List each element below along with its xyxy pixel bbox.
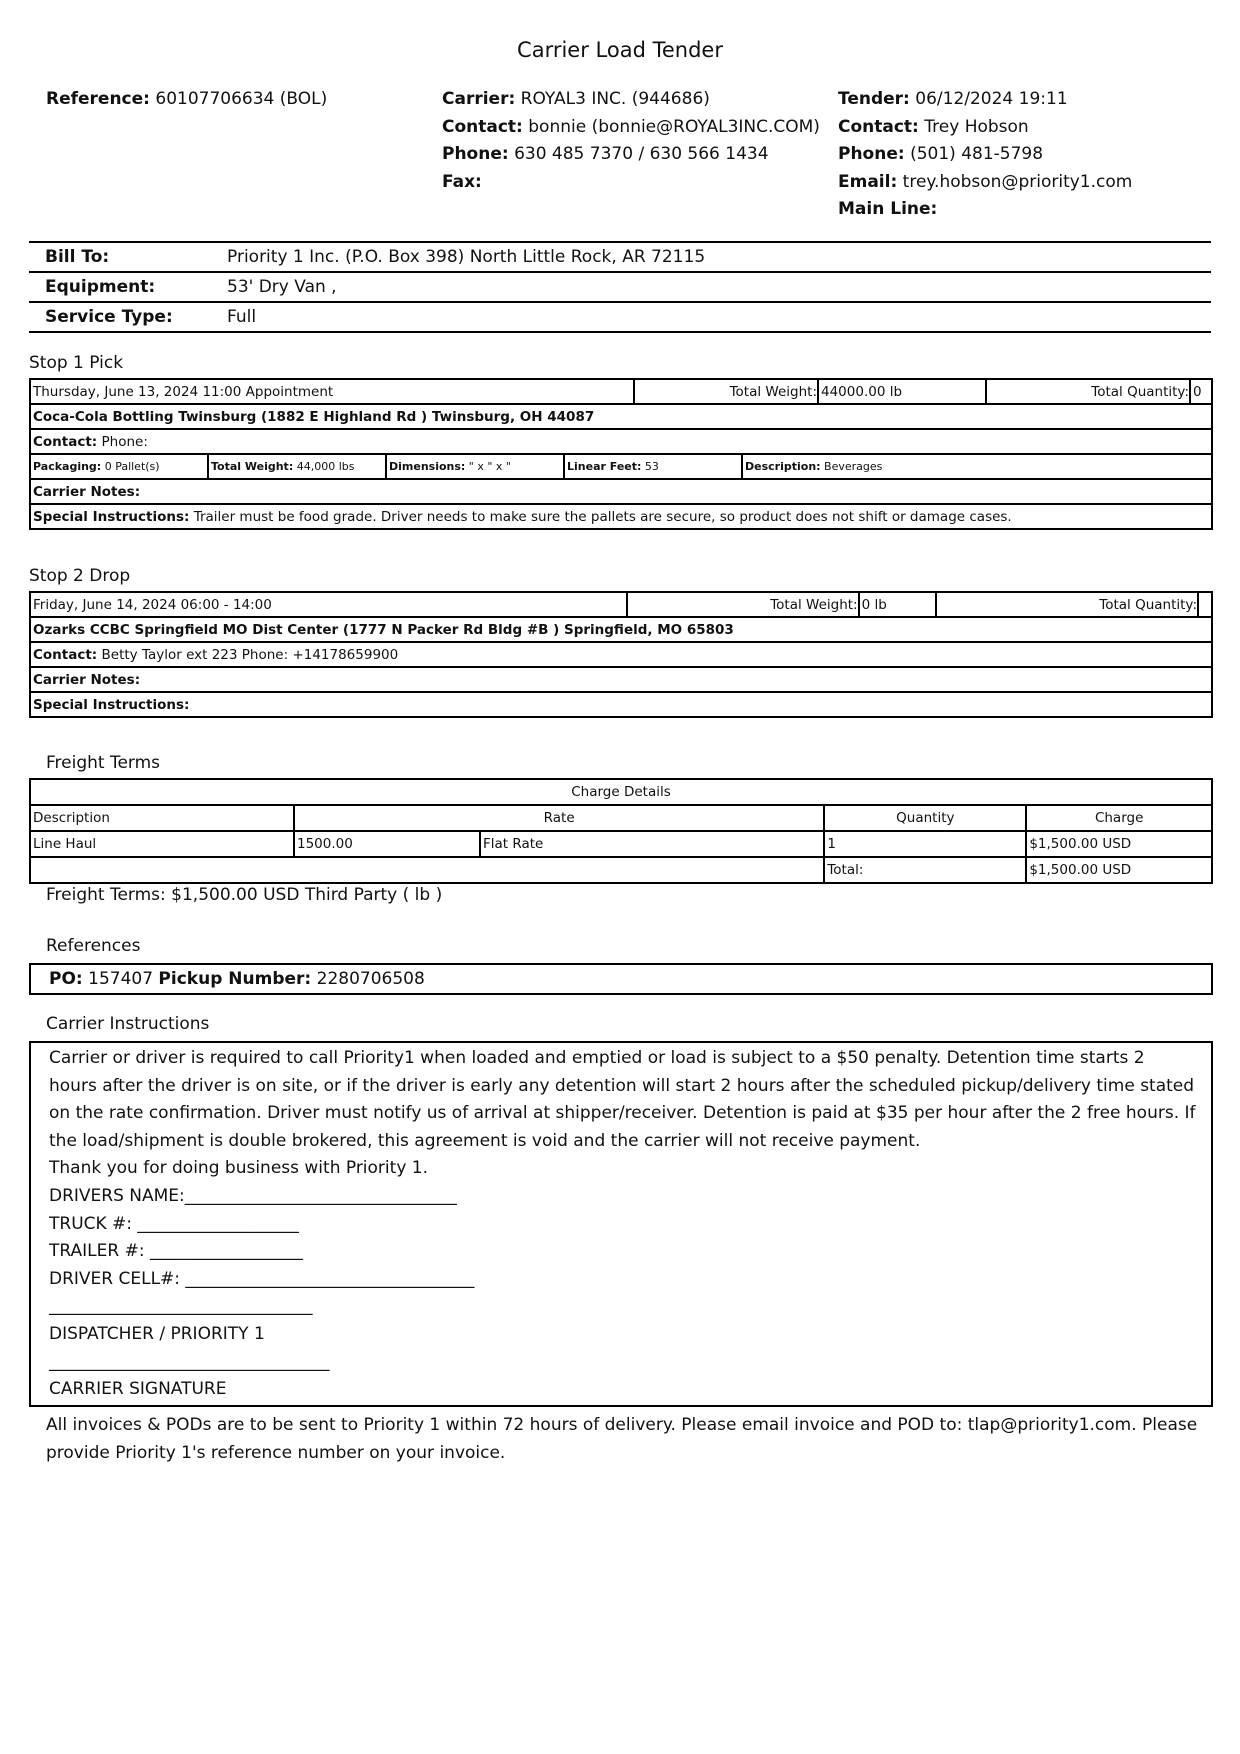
col-quantity: Quantity <box>824 805 1026 831</box>
pickup-number-value: 2280706508 <box>311 969 425 989</box>
stop2-carrier-notes-row <box>30 667 1212 692</box>
service-type-label: Service Type: <box>29 302 227 332</box>
charge-details-title: Charge Details <box>30 779 1212 805</box>
charge-amount: $1,500.00 USD <box>1026 831 1212 857</box>
col-description: Description <box>30 805 294 831</box>
email-label: Email: <box>838 171 898 192</box>
tender-label: Tender: <box>838 89 910 109</box>
carrier-signature-line: _________________________________ <box>49 1351 330 1372</box>
stop1-location: Coca-Cola Bottling Twinsburg (1882 E Highland Rd ) Twinsburg, OH 44087 <box>33 408 595 425</box>
packaging-label: Packaging: <box>33 460 102 473</box>
charge-description: Line Haul <box>30 831 294 857</box>
freight-heading: Freight Terms <box>46 753 161 773</box>
carrier-contact-value: bonnie (bonnie@ROYAL3INC.COM) <box>522 116 820 137</box>
stop1-total-quantity-label: Total Quantity: <box>986 379 1190 404</box>
stop2-total-quantity-value <box>1198 592 1212 617</box>
phone-value: (501) 481-5798 <box>904 144 1044 164</box>
stop2-special-instructions-row <box>30 692 1212 717</box>
charge-total-label: Total: <box>824 857 1026 883</box>
charge-header-row <box>30 805 1212 831</box>
stop1-total-weight-value: 44000.00 lb <box>818 379 986 404</box>
carrier-contact-label: Contact: <box>442 116 523 137</box>
tender-block <box>838 86 1218 224</box>
stop1-heading: Stop 1 Pick <box>29 353 124 373</box>
freight-terms-summary: Freight Terms: $1,500.00 USD Third Party ( lb ) <box>46 885 443 905</box>
stop2-datetime: Friday, June 14, 2024 06:00 - 14:00 <box>30 592 627 617</box>
stop1-table <box>29 378 1213 530</box>
service-type-value: Full <box>227 302 1211 332</box>
references-heading: References <box>46 936 141 956</box>
stop1-datetime: Thursday, June 13, 2024 11:00 Appointment <box>30 379 634 404</box>
bill-to-label: Bill To: <box>29 242 227 272</box>
page-title: Carrier Load Tender <box>517 38 723 62</box>
truck-number-field: TRUCK #: ___________________ <box>49 1213 299 1234</box>
charge-row <box>30 831 1212 857</box>
dispatcher-signature-line: _______________________________ <box>49 1296 313 1317</box>
stop1-carrier-notes-row <box>30 479 1212 504</box>
equipment-row <box>29 272 1211 302</box>
charge-details-table <box>29 778 1213 884</box>
dimensions-label: Dimensions: <box>389 460 466 473</box>
stop2-contact-row <box>30 642 1212 667</box>
equipment-label: Equipment: <box>29 272 227 302</box>
invoice-footer-note: All invoices & PODs are to be sent to Priority 1 within 72 hours of delivery. Please email invoice and POD to: tlap@priority1.com. Please provide Priority 1's reference number on your invoice. <box>46 1415 1198 1463</box>
stop2-heading: Stop 2 Drop <box>29 566 131 586</box>
reference-block <box>46 86 426 114</box>
stop2-contact-label: Contact: <box>33 646 98 663</box>
charge-total-value: $1,500.00 USD <box>1026 857 1212 883</box>
carrier-phone-value: 630 485 7370 / 630 566 1434 <box>508 144 769 164</box>
stop1-contact-row <box>30 429 1212 454</box>
linear-feet-label: Linear Feet: <box>567 460 642 473</box>
contact-value: Trey Hobson <box>918 116 1029 137</box>
carrier-phone-label: Phone: <box>442 144 509 164</box>
bill-to-row <box>29 242 1211 272</box>
carrier-block <box>442 86 822 196</box>
instructions-paragraph: Carrier or driver is required to call Priority1 when loaded and emptied or load is subject to a $50 penalty. Detention time starts 2 hours after the driver is on site, or if the driver is early any detention will start 2 hours after the scheduled pickup/delivery time stated on the rate confirmation. Driver must notify us of arrival at shipper/receiver. Detention is paid at $35 per hour after the 2 free hours. If the load/shipment is double brokered, this agreement is void and the carrier will not receive payment. <box>49 1048 1201 1151</box>
description-label: Description: <box>745 460 821 473</box>
carrier-instructions-heading: Carrier Instructions <box>46 1014 210 1034</box>
service-type-row <box>29 302 1211 332</box>
stop1-details-table <box>31 455 1211 478</box>
stop1-location-row <box>30 404 1212 429</box>
stop2-location-row <box>30 617 1212 642</box>
reference-value: 60107706634 (BOL) <box>149 89 328 109</box>
stop1-contact-label: Contact: <box>33 433 98 450</box>
col-rate: Rate <box>294 805 824 831</box>
equipment-value: 53' Dry Van , <box>227 272 1211 302</box>
stop1-details-row <box>30 454 1212 479</box>
linear-feet-value: 53 <box>641 460 659 473</box>
dimensions-value: " x " x " <box>465 460 511 473</box>
stop2-carrier-notes-label: Carrier Notes: <box>33 671 141 688</box>
charge-total-spacer <box>30 857 824 883</box>
carrier-fax-label: Fax: <box>442 171 482 192</box>
main-line-label: Main Line: <box>838 199 938 219</box>
stop2-table <box>29 591 1213 718</box>
po-value: 157407 <box>82 969 159 989</box>
weight-label: Total Weight: <box>211 460 294 473</box>
tender-value: 06/12/2024 19:11 <box>909 89 1068 109</box>
stop1-contact-value: Phone: <box>97 433 148 450</box>
stop1-total-weight-label: Total Weight: <box>634 379 818 404</box>
instructions-thanks: Thank you for doing business with Priority 1. <box>49 1158 428 1179</box>
packaging-value: 0 Pallet(s) <box>101 460 160 473</box>
references-box <box>29 963 1213 995</box>
po-label: PO: <box>49 969 83 989</box>
stop1-special-instructions-value: Trailer must be food grade. Driver needs to make sure the pallets are secure, so product does not shift or damage cases. <box>189 508 1012 525</box>
email-value[interactable]: trey.hobson@priority1.com <box>897 171 1133 192</box>
dispatcher-label: DISPATCHER / PRIORITY 1 <box>49 1323 265 1344</box>
stop1-total-quantity-value: 0 <box>1190 379 1212 404</box>
reference-label: Reference: <box>46 89 150 109</box>
stop2-total-weight-value: 0 lb <box>859 592 937 617</box>
driver-cell-field: DRIVER CELL#: __________________________________ <box>49 1268 475 1289</box>
stop2-special-instructions-label: Special Instructions: <box>33 696 190 713</box>
stop1-special-instructions-row <box>30 504 1212 529</box>
drivers-name-field: DRIVERS NAME:________________________________ <box>49 1185 457 1206</box>
carrier-instructions-box <box>29 1041 1213 1407</box>
pickup-number-label: Pickup Number: <box>158 969 312 989</box>
stop2-contact-value: Betty Taylor ext 223 Phone: +14178659900 <box>97 646 399 663</box>
contact-label: Contact: <box>838 116 919 137</box>
stop2-summary-row <box>30 592 1212 617</box>
trailer-number-field: TRAILER #: __________________ <box>49 1241 303 1262</box>
stop2-location: Ozarks CCBC Springfield MO Dist Center (1777 N Packer Rd Bldg #B ) Springfield, MO 65803 <box>33 621 734 638</box>
stop2-total-weight-label: Total Weight: <box>627 592 859 617</box>
charge-rate: 1500.00 <box>294 831 480 857</box>
charge-quantity: 1 <box>824 831 1026 857</box>
carrier-label: Carrier: <box>442 89 516 109</box>
stop2-total-quantity-label: Total Quantity: <box>936 592 1198 617</box>
carrier-signature-label: CARRIER SIGNATURE <box>49 1379 227 1400</box>
stop1-summary-row <box>30 379 1212 404</box>
charge-rate-type: Flat Rate <box>480 831 824 857</box>
charge-details-title-row <box>30 779 1212 805</box>
weight-value: 44,000 lbs <box>293 460 355 473</box>
billing-table <box>29 241 1211 333</box>
stop1-special-instructions-label: Special Instructions: <box>33 508 190 525</box>
bill-to-value: Priority 1 Inc. (P.O. Box 398) North Little Rock, AR 72115 <box>227 242 1211 272</box>
charge-total-row <box>30 857 1212 883</box>
phone-label: Phone: <box>838 144 905 164</box>
stop1-carrier-notes-label: Carrier Notes: <box>33 483 141 500</box>
carrier-value: ROYAL3 INC. (944686) <box>515 89 710 109</box>
description-value: Beverages <box>820 460 883 473</box>
col-charge: Charge <box>1026 805 1212 831</box>
